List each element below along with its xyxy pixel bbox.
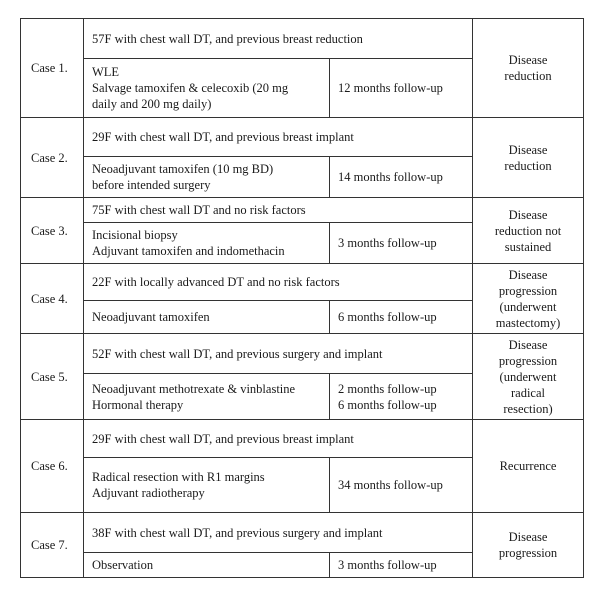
case-label: Case 3. (21, 198, 84, 264)
case-description: 29F with chest wall DT, and previous breast implant (84, 420, 473, 458)
case-treatment: Neoadjuvant tamoxifen (10 mg BD) before intended surgery (84, 157, 330, 198)
case-treatment: Observation (84, 553, 330, 578)
case-followup: 14 months follow-up (330, 157, 473, 198)
case-label: Case 5. (21, 334, 84, 420)
case-treatment: Incisional biopsy Adjuvant tamoxifen and indomethacin (84, 223, 330, 264)
case-description: 29F with chest wall DT, and previous breast implant (84, 118, 473, 157)
case-followup: 6 months follow-up (330, 301, 473, 334)
case-row-5-description (21, 334, 584, 374)
case-outcome: Disease progression (underwent mastectomy) (473, 264, 584, 334)
case-outcome: Disease progression (underwent radical resection) (473, 334, 584, 420)
case-treatment: Neoadjuvant tamoxifen (84, 301, 330, 334)
case-followup: 3 months follow-up (330, 223, 473, 264)
case-table-container (20, 18, 583, 578)
case-outcome: Disease progression (473, 513, 584, 578)
case-followup: 2 months follow-up 6 months follow-up (330, 374, 473, 420)
case-table (20, 18, 584, 578)
case-treatment: Neoadjuvant methotrexate & vinblastine Hormonal therapy (84, 374, 330, 420)
case-label: Case 1. (21, 19, 84, 118)
case-row-3-description (21, 198, 584, 223)
case-followup: 34 months follow-up (330, 458, 473, 513)
case-label: Case 6. (21, 420, 84, 513)
case-row-7-description (21, 513, 584, 553)
case-label: Case 4. (21, 264, 84, 334)
case-treatment: Radical resection with R1 margins Adjuvant radiotherapy (84, 458, 330, 513)
case-description: 57F with chest wall DT, and previous breast reduction (84, 19, 473, 59)
case-row-2-description (21, 118, 584, 157)
case-outcome: Disease reduction not sustained (473, 198, 584, 264)
case-description: 22F with locally advanced DT and no risk factors (84, 264, 473, 301)
case-followup: 12 months follow-up (330, 59, 473, 118)
case-outcome: Recurrence (473, 420, 584, 513)
case-treatment: WLE Salvage tamoxifen & celecoxib (20 mg daily and 200 mg daily) (84, 59, 330, 118)
case-description: 38F with chest wall DT, and previous surgery and implant (84, 513, 473, 553)
case-followup: 3 months follow-up (330, 553, 473, 578)
case-description: 75F with chest wall DT and no risk factors (84, 198, 473, 223)
case-row-4-description (21, 264, 584, 301)
case-row-6-description (21, 420, 584, 458)
case-label: Case 2. (21, 118, 84, 198)
case-row-1-description (21, 19, 584, 59)
case-description: 52F with chest wall DT, and previous surgery and implant (84, 334, 473, 374)
case-outcome: Disease reduction (473, 118, 584, 198)
case-outcome: Disease reduction (473, 19, 584, 118)
case-label: Case 7. (21, 513, 84, 578)
